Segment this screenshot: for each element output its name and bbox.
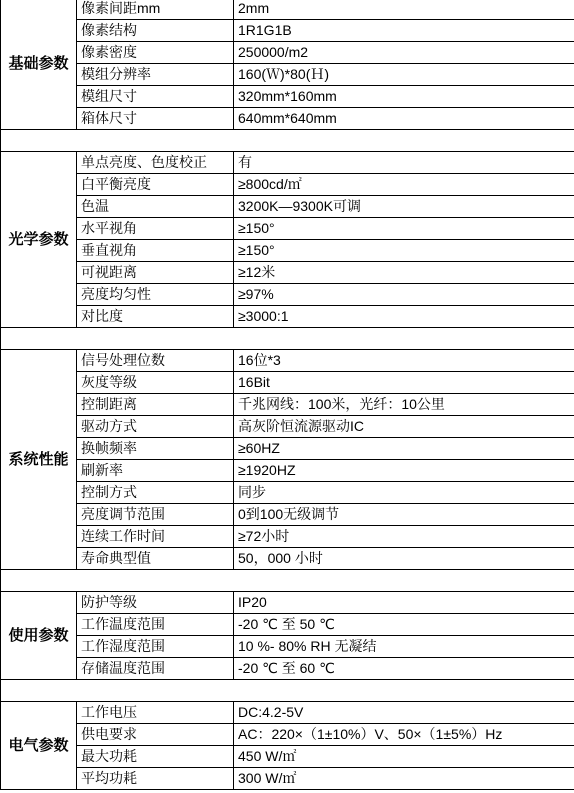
param-value: 160(Ｗ)*80(Ｈ) (234, 64, 574, 86)
table-row (1, 548, 574, 570)
category-usage: 使用参数 (1, 592, 77, 680)
table-row (1, 394, 574, 416)
param-label: 模组尺寸 (77, 86, 234, 108)
param-label: 平均功耗 (77, 768, 234, 790)
param-value: ≥72小时 (234, 526, 574, 548)
param-value: 千兆网线：100米，光纤：10公里 (234, 394, 574, 416)
param-value: 16位*3 (234, 350, 574, 372)
param-value: 2mm (234, 0, 574, 20)
table-row (1, 482, 574, 504)
table-row (1, 262, 574, 284)
param-value: 同步 (234, 482, 574, 504)
param-label: 单点亮度、色度校正 (77, 152, 234, 174)
param-label: 防护等级 (77, 592, 234, 614)
table-row (1, 658, 574, 680)
table-row (1, 152, 574, 174)
table-row (1, 218, 574, 240)
param-label: 供电要求 (77, 724, 234, 746)
table-row (1, 350, 574, 372)
param-value: 300 W/㎡ (234, 768, 574, 790)
param-label: 最大功耗 (77, 746, 234, 768)
param-value: 640mm*640mm (234, 108, 574, 130)
param-value: 16Bit (234, 372, 574, 394)
param-label: 像素间距mm (77, 0, 234, 20)
category-optical: 光学参数 (1, 152, 77, 328)
param-value: ≥800cd/㎡ (234, 174, 574, 196)
table-row (1, 86, 574, 108)
table-row (1, 284, 574, 306)
param-label: 水平视角 (77, 218, 234, 240)
param-label: 寿命典型值 (77, 548, 234, 570)
param-label: 像素结构 (77, 20, 234, 42)
param-label: 亮度调节范围 (77, 504, 234, 526)
table-row (1, 108, 574, 130)
category-basic: 基础参数 (1, 0, 77, 130)
category-system: 系统性能 (1, 350, 77, 570)
param-value: AC：220×（1±10%）V、50×（1±5%）Hz (234, 724, 574, 746)
table-row (1, 724, 574, 746)
param-value: 0到100无级调节 (234, 504, 574, 526)
param-label: 连续工作时间 (77, 526, 234, 548)
param-label: 对比度 (77, 306, 234, 328)
table-row (1, 174, 574, 196)
param-label: 白平衡亮度 (77, 174, 234, 196)
param-label: 工作湿度范围 (77, 636, 234, 658)
table-row (1, 306, 574, 328)
param-label: 像素密度 (77, 42, 234, 64)
table-row (1, 372, 574, 394)
table-row (1, 460, 574, 482)
param-value: IP20 (234, 592, 574, 614)
spec-table-body (1, 0, 574, 790)
param-label: 刷新率 (77, 460, 234, 482)
spacer-cell (1, 130, 574, 152)
param-value: 有 (234, 152, 574, 174)
param-label: 工作电压 (77, 702, 234, 724)
param-value: ≥60HZ (234, 438, 574, 460)
param-label: 信号处理位数 (77, 350, 234, 372)
param-label: 控制距离 (77, 394, 234, 416)
param-value: ≥150° (234, 240, 574, 262)
table-row (1, 768, 574, 790)
table-row (1, 196, 574, 218)
spacer-cell (1, 328, 574, 350)
param-value: 高灰阶恒流源驱动IC (234, 416, 574, 438)
table-row (1, 614, 574, 636)
table-row (1, 504, 574, 526)
param-value: ≥1920HZ (234, 460, 574, 482)
param-label: 箱体尺寸 (77, 108, 234, 130)
table-row (1, 64, 574, 86)
table-row (1, 438, 574, 460)
table-row (1, 702, 574, 724)
param-label: 换帧频率 (77, 438, 234, 460)
spacer-cell (1, 680, 574, 702)
category-electrical: 电气参数 (1, 702, 77, 790)
param-label: 灰度等级 (77, 372, 234, 394)
spacer-row (1, 130, 574, 152)
param-value: -20 ℃ 至 50 ℃ (234, 614, 574, 636)
param-label: 亮度均匀性 (77, 284, 234, 306)
param-value: ≥150° (234, 218, 574, 240)
table-row (1, 20, 574, 42)
param-value: 450 W/㎡ (234, 746, 574, 768)
param-label: 驱动方式 (77, 416, 234, 438)
param-label: 工作温度范围 (77, 614, 234, 636)
param-value: -20 ℃ 至 60 ℃ (234, 658, 574, 680)
spacer-cell (1, 570, 574, 592)
param-label: 可视距离 (77, 262, 234, 284)
param-value: ≥12米 (234, 262, 574, 284)
param-label: 色温 (77, 196, 234, 218)
table-row (1, 592, 574, 614)
param-value: ≥97% (234, 284, 574, 306)
param-value: DC:4.2-5V (234, 702, 574, 724)
param-label: 控制方式 (77, 482, 234, 504)
table-row (1, 746, 574, 768)
param-value: ≥3000:1 (234, 306, 574, 328)
spacer-row (1, 328, 574, 350)
param-value: 50，000 小时 (234, 548, 574, 570)
param-label: 存储温度范围 (77, 658, 234, 680)
table-row (1, 416, 574, 438)
table-row (1, 0, 574, 20)
param-value: 1R1G1B (234, 20, 574, 42)
param-label: 模组分辨率 (77, 64, 234, 86)
param-value: 250000/m2 (234, 42, 574, 64)
spacer-row (1, 680, 574, 702)
spacer-row (1, 570, 574, 592)
table-row (1, 636, 574, 658)
table-row (1, 42, 574, 64)
table-row (1, 240, 574, 262)
param-value: 10 %- 80% RH 无凝结 (234, 636, 574, 658)
param-label: 垂直视角 (77, 240, 234, 262)
param-value: 3200K—9300K可调 (234, 196, 574, 218)
table-row (1, 526, 574, 548)
param-value: 320mm*160mm (234, 86, 574, 108)
